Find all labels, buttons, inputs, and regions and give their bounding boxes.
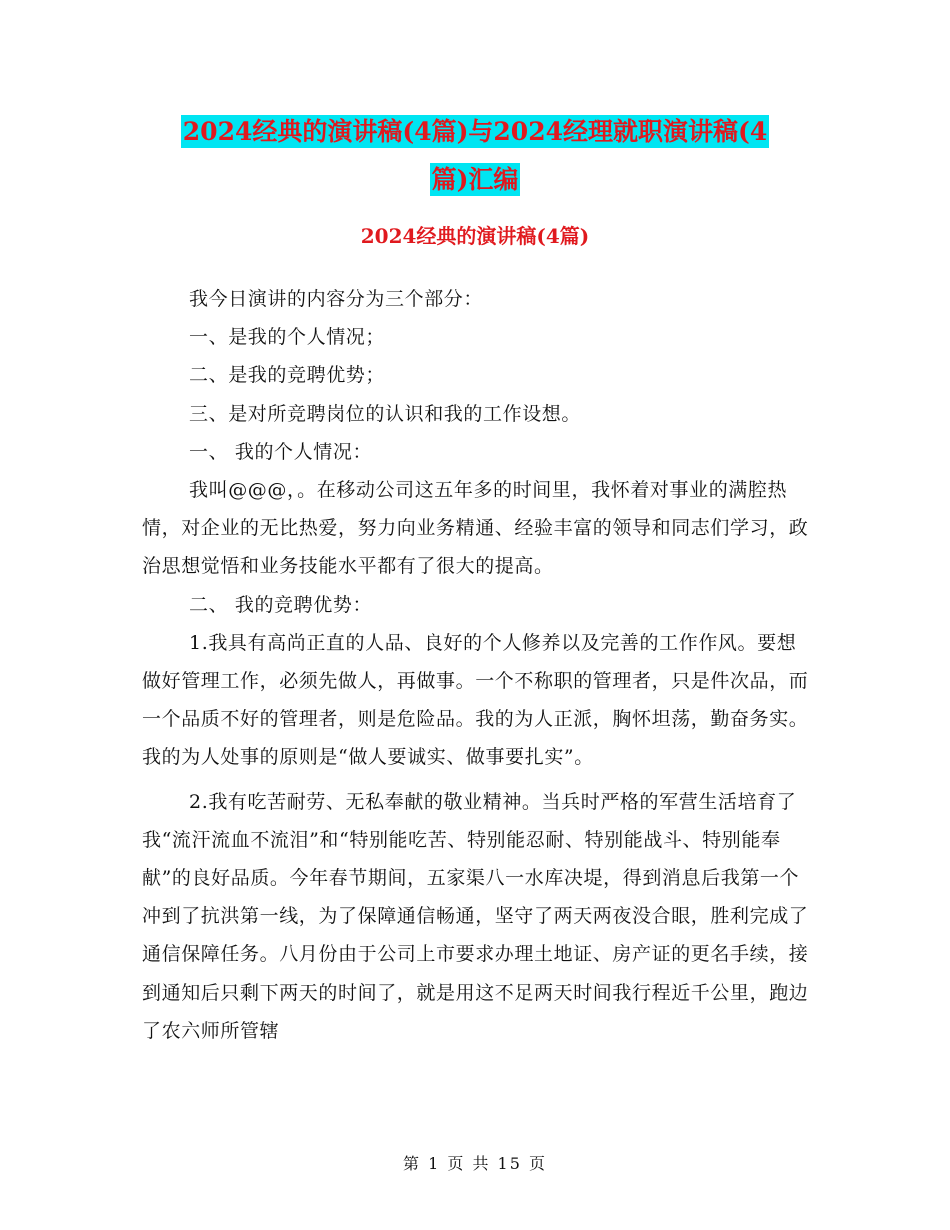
paragraph: 我今日演讲的内容分为三个部分： <box>189 288 484 310</box>
paragraph: 一、是我的个人情况； <box>189 326 386 349</box>
paragraph: 二、 我的竞聘优势： <box>189 593 373 616</box>
title-line-1: 2024经典的演讲稿(4篇)与2024经理就职演讲稿(4 <box>182 117 768 146</box>
paragraph: 2.我有吃苦耐劳、无私奉献的敬业精神。当兵时严格的军营生活培育了我“流汗流血不流泪”和“特别能吃苦、特别能忍耐、特别能战斗、特别能奉献”的良好品质。今年春节期间，五家渠八一水库决堤，得到消息后我第一个冲到了抗洪第一线，为了保障通信畅通，坚守了两天两夜没合眼，胜利完成了通信保障任务。八月份由于公司上市要求办理土地证、房产证的更名手续，接到通知后只剩下两天的时间了，就是用这不足两天时间我行程近千公里，跑边了农六师所管辖 <box>142 790 809 1042</box>
paragraph: 二、是我的竞聘优势； <box>189 364 386 387</box>
paragraph: 三、是对所竞聘岗位的认识和我的工作设想。 <box>189 402 582 425</box>
paragraph: 我叫@@@，。在移动公司这五年多的时间里，我怀着对事业的满腔热情，对企业的无比热爱，努力向业务精通、经验丰富的领导和同志们学习，政治思想觉悟和业务技能水平都有了很大的提高。 <box>142 479 809 578</box>
paragraph: 1.我具有高尚正直的人品、良好的个人修养以及完善的工作作风。要想做好管理工作，必须先做人，再做事。一个不称职的管理者，只是件次品，而一个品质不好的管理者，则是危险品。我的为人正派，胸怀坦荡，勤奋务实。我的为人处事的原则是“做人要诚实、做事要扎实”。 <box>142 631 809 769</box>
document-title <box>140 108 810 204</box>
title-line-2: 篇)汇编 <box>431 165 519 194</box>
page-footer: 第 1 页 共 15 页 <box>403 1154 547 1173</box>
section-subtitle: 2024经典的演讲稿(4篇) <box>360 224 590 248</box>
document-body <box>142 280 810 1050</box>
paragraph: 一、 我的个人情况： <box>189 440 373 463</box>
